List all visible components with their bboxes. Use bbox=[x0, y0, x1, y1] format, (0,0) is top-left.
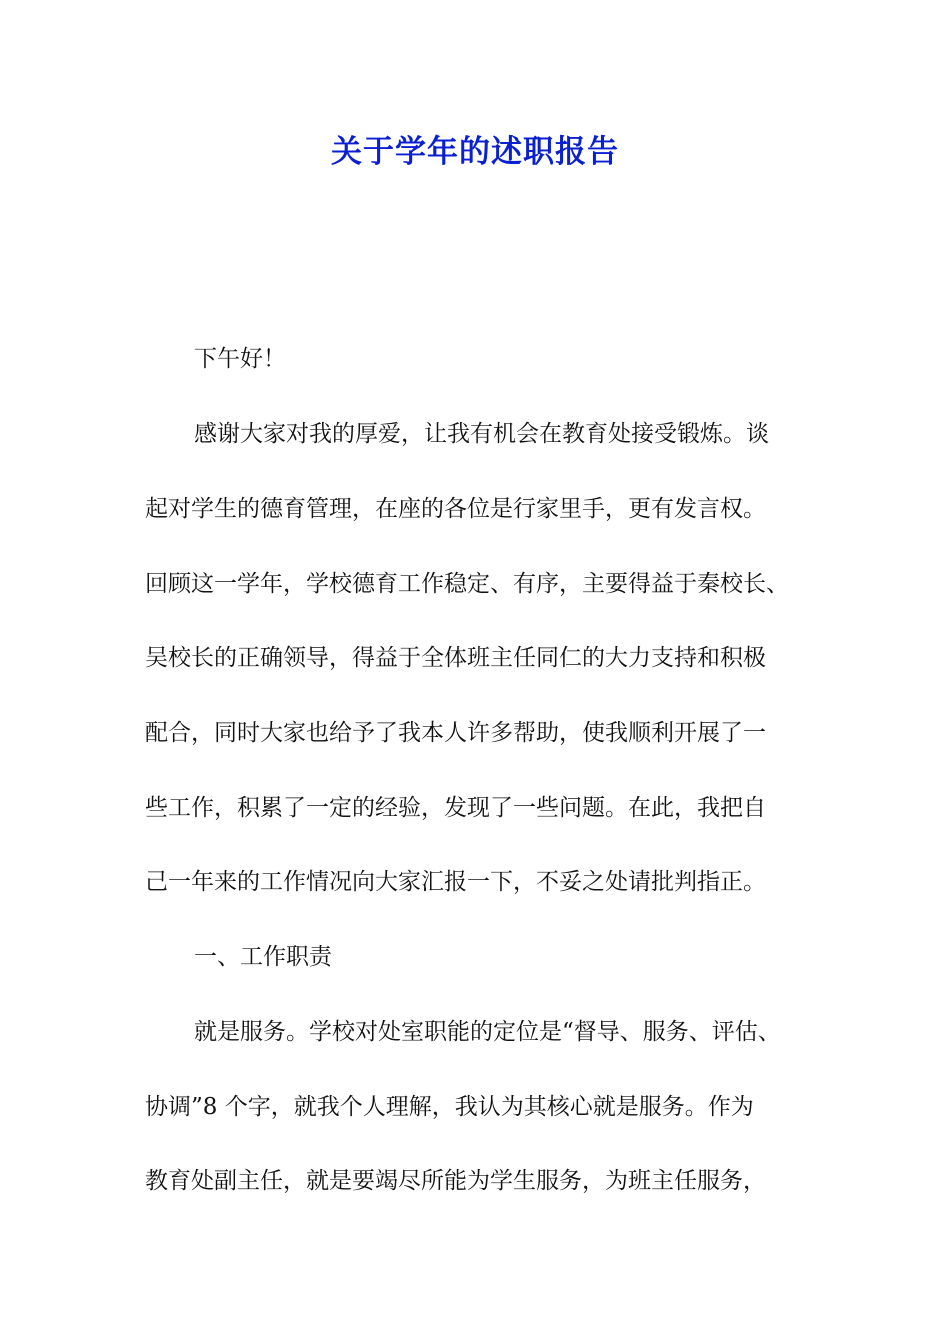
paragraph-line: 回顾这一学年，学校德育工作稳定、有序，主要得益于秦校长、 bbox=[145, 571, 789, 597]
paragraph-line: 感谢大家对我的厚爱，让我有机会在教育处接受锻炼。谈 bbox=[194, 421, 769, 447]
paragraph-line: 教育处副主任，就是要竭尽所能为学生服务，为班主任服务， bbox=[145, 1168, 766, 1194]
paragraph-line: 己一年来的工作情况向大家汇报一下，不妥之处请批判指正。 bbox=[145, 869, 766, 895]
paragraph-line: 些工作，积累了一定的经验，发现了一些问题。在此，我把自 bbox=[145, 795, 766, 821]
greeting-line: 下午好！ bbox=[194, 346, 286, 372]
paragraph-line: 协调”8 个字，就我个人理解，我认为其核心就是服务。作为 bbox=[145, 1094, 754, 1120]
document-title: 关于学年的述职报告 bbox=[331, 134, 619, 170]
paragraph-line: 吴校长的正确领导，得益于全体班主任同仁的大力支持和积极 bbox=[145, 645, 766, 671]
paragraph-line: 就是服务。学校对处室职能的定位是“督导、服务、评估、 bbox=[194, 1019, 781, 1045]
paragraph-line: 配合，同时大家也给予了我本人许多帮助，使我顺利开展了一 bbox=[145, 720, 766, 746]
paragraph-line: 起对学生的德育管理，在座的各位是行家里手，更有发言权。 bbox=[145, 496, 766, 522]
section-heading: 一、工作职责 bbox=[194, 944, 332, 970]
